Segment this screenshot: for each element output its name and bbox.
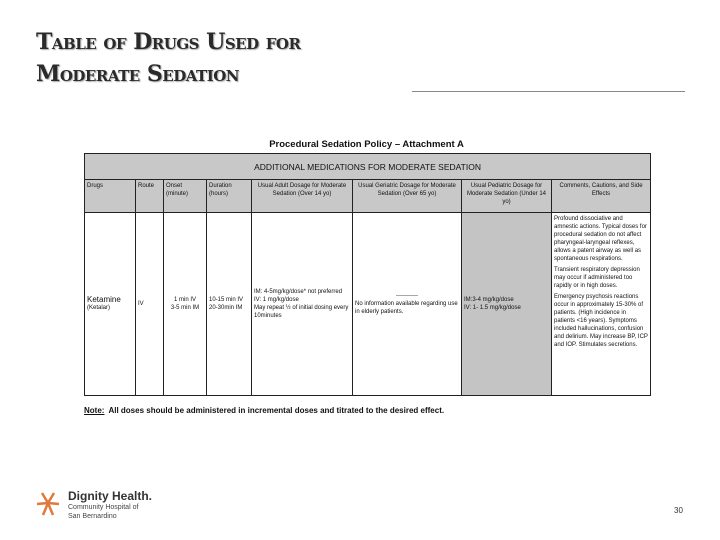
comments-cell [552, 213, 651, 396]
drug-cell [85, 213, 136, 396]
drug-brand: (Ketalar) [87, 305, 111, 311]
slide-title [36, 26, 300, 90]
pediatric-im: IM:3-4 mg/kg/dose [464, 297, 514, 303]
pediatric-iv: IV: 1- 1.5 mg/kg/dose [464, 305, 521, 311]
page-number: 30 [674, 506, 683, 515]
geriatric-text: No information available regarding use in elderly patients. [355, 301, 458, 315]
table-banner: ADDITIONAL MEDICATIONS FOR MODERATE SEDATION [85, 154, 651, 180]
star-logo-icon [34, 490, 62, 518]
adult-cell [252, 213, 353, 396]
note-text: All doses should be administered in incremental doses and titrated to the desired effect. [108, 406, 445, 415]
onset-cell [164, 213, 207, 396]
drug-name: Ketamine [87, 295, 121, 304]
header-geriatric: Usual Geriatric Dosage for Moderate Sedation (Over 65 yo) [353, 180, 462, 213]
note-label: Note: [84, 406, 105, 415]
dignity-health-logo [34, 490, 152, 521]
onset-iv: 1 min IV [173, 297, 196, 303]
title-line-2: Moderate Sedation [36, 61, 240, 87]
table-note [84, 406, 444, 415]
adult-iv: IV: 1 mg/kg/dose [254, 297, 299, 303]
header-duration: Duration (hours) [207, 180, 252, 213]
drug-table [84, 153, 651, 396]
brand-name: Dignity Health. [68, 489, 153, 503]
onset-im: 3-5 min IM [170, 305, 200, 311]
brand-sub-2: San Bernardino [68, 513, 117, 520]
comment: Profound dissociative and amnestic actions. Typical doses for procedural sedation do not affect pharyngeal-laryngeal reflexes, allows a patent airway as well as spontaneous respirations. [554, 216, 647, 262]
table-row [85, 213, 651, 396]
duration-cell [207, 213, 252, 396]
header-adult: Usual Adult Dosage for Moderate Sedation (Over 14 yo) [252, 180, 353, 213]
adult-repeat: May repeat ½ of initial dosing every 10minutes [254, 305, 349, 319]
header-drugs: Drugs [85, 180, 136, 213]
brand-sub-1: Community Hospital of [68, 504, 139, 511]
geriatric-cell [353, 213, 462, 396]
comment: Transient respiratory depression may occur if administered too rapidly or in high doses. [554, 267, 640, 289]
pediatric-cell [462, 213, 552, 396]
header-comments: Comments, Cautions, and Side Effects [552, 180, 651, 213]
title-line-1: Table of Drugs Used for [36, 29, 301, 55]
header-onset: Onset (minute) [164, 180, 207, 213]
geriatric-dash: ----------- [396, 293, 418, 299]
title-rule [412, 91, 685, 92]
duration-iv: 10-15 min IV [209, 297, 244, 303]
header-route: Route [136, 180, 164, 213]
route-cell: IV [136, 213, 164, 396]
duration-im: 20-30min IM [209, 305, 243, 311]
header-pediatric: Usual Pediatric Dosage for Moderate Sedation (Under 14 yo) [462, 180, 552, 213]
document-title: Procedural Sedation Policy – Attachment A [269, 139, 464, 150]
comment: Emergency psychosis reactions occur in approximately 15-30% of patients. (High incidence in patients <16 years). Symptoms included hallucinations, confusion and delirium. May increase BP, ICP and IOP. Stimulates secretions. [554, 294, 648, 348]
adult-im: IM: 4-5mg/kg/dose* not preferred [254, 289, 343, 295]
